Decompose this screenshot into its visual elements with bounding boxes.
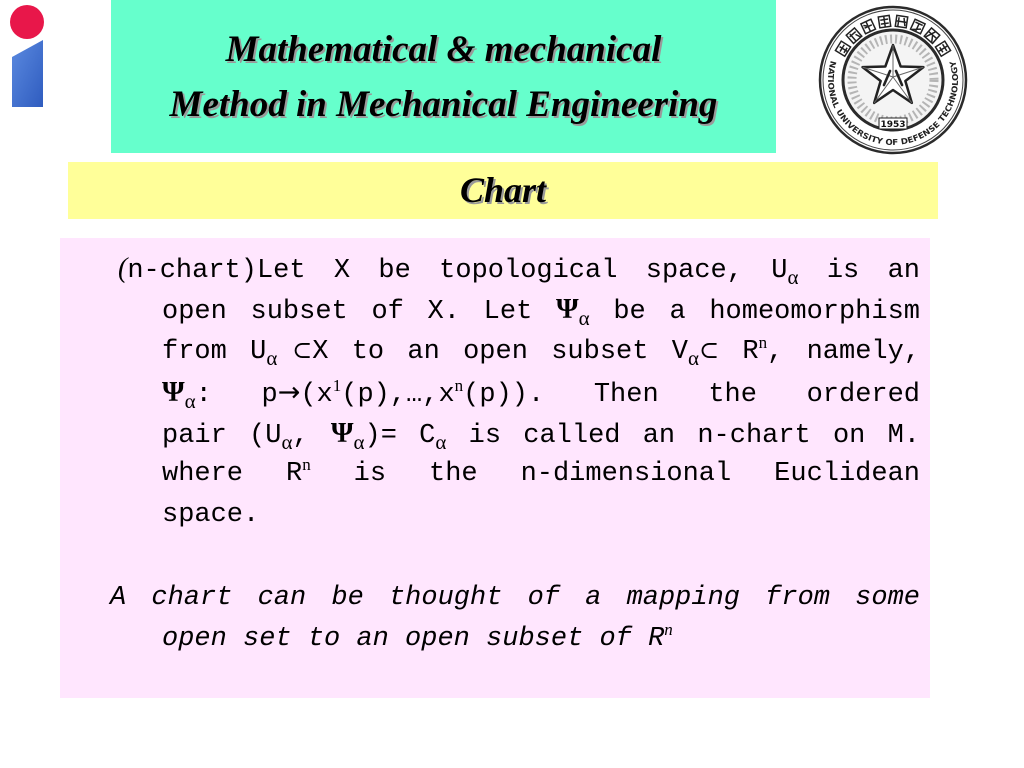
slide-body-box bbox=[60, 238, 930, 698]
psi-symbol: Ψ bbox=[330, 416, 354, 449]
remark-paragraph bbox=[110, 578, 920, 660]
open-parenthesis: ( bbox=[118, 253, 128, 284]
section-heading: Chart bbox=[459, 170, 547, 210]
text-run: where R bbox=[162, 458, 303, 489]
definition-line bbox=[162, 330, 920, 371]
maps-to-arrow-icon: → bbox=[277, 376, 301, 408]
slide-title-line-1: Mathematical & mechanical bbox=[225, 28, 662, 70]
text-run: from U bbox=[162, 337, 267, 368]
definition-line bbox=[118, 248, 920, 289]
alpha-subscript: α bbox=[687, 346, 699, 371]
logo-blue-bar bbox=[12, 40, 43, 107]
seal-english-text-path: NATIONAL UNIVERSITY OF DEFENSE TECHNOLOGY bbox=[825, 59, 961, 148]
university-seal bbox=[818, 5, 968, 155]
superscript: 1 bbox=[332, 375, 342, 395]
slide-body-text bbox=[110, 248, 921, 660]
paragraph-spacer bbox=[162, 536, 920, 577]
text-run: open subset of X. Let bbox=[162, 297, 556, 328]
subset-symbol: ⊂ bbox=[698, 336, 720, 365]
text-run: : p bbox=[195, 379, 278, 410]
alpha-subscript: α bbox=[266, 346, 278, 371]
red-dot-blue-bar-logo bbox=[8, 3, 48, 111]
definition-line bbox=[162, 454, 920, 495]
definition-line bbox=[162, 495, 920, 536]
superscript: n bbox=[302, 454, 311, 474]
text-run: )= C bbox=[364, 420, 436, 451]
text-run: , bbox=[292, 420, 331, 451]
text-run: open set to an open subset of R bbox=[162, 623, 665, 654]
text-run: is called an n-chart on M. bbox=[446, 420, 921, 451]
text-run: space. bbox=[162, 500, 260, 531]
alpha-subscript: α bbox=[281, 429, 293, 454]
text-run: pair (U bbox=[162, 420, 282, 451]
definition-line bbox=[162, 289, 920, 330]
text-run: is the n-dimensional Euclidean bbox=[310, 458, 920, 489]
definition-line bbox=[162, 372, 920, 413]
psi-symbol: Ψ bbox=[555, 293, 579, 326]
text-run: (x bbox=[300, 379, 333, 410]
section-heading-band bbox=[68, 162, 938, 219]
alpha-subscript: α bbox=[353, 429, 365, 454]
alpha-subscript: α bbox=[578, 306, 590, 331]
seal-year-label bbox=[879, 118, 907, 130]
text-run: be a homeomorphism bbox=[589, 297, 920, 328]
text-run: (p),…,x bbox=[341, 379, 455, 410]
seal-year-text: 1953 bbox=[880, 120, 906, 130]
superscript: n bbox=[664, 619, 673, 639]
remark-line bbox=[162, 619, 920, 660]
slide-title-box bbox=[111, 0, 776, 153]
slide-title-line-2: Method in Mechanical Engineering bbox=[169, 83, 718, 125]
text-run: n-chart)Let X be topological space, U bbox=[127, 256, 788, 286]
logo-red-dot bbox=[10, 5, 44, 39]
text-run: R bbox=[719, 337, 759, 368]
definition-line bbox=[162, 413, 920, 454]
psi-symbol: Ψ bbox=[162, 375, 185, 408]
alpha-subscript: α bbox=[435, 429, 447, 454]
text-run: X to an open subset V bbox=[312, 337, 688, 368]
remark-line bbox=[110, 578, 920, 619]
alpha-subscript: α bbox=[184, 388, 196, 413]
superscript: n bbox=[758, 333, 768, 353]
text-run: is an bbox=[798, 256, 920, 286]
definition-paragraph bbox=[118, 248, 921, 536]
alpha-subscript: α bbox=[787, 265, 799, 289]
text-run: , namely, bbox=[767, 337, 921, 368]
subset-symbol: ⊂ bbox=[277, 336, 313, 365]
text-run: (p)). Then the ordered bbox=[463, 379, 921, 410]
superscript: n bbox=[454, 375, 464, 395]
text-run: A chart can be thought of a mapping from some bbox=[110, 582, 920, 613]
